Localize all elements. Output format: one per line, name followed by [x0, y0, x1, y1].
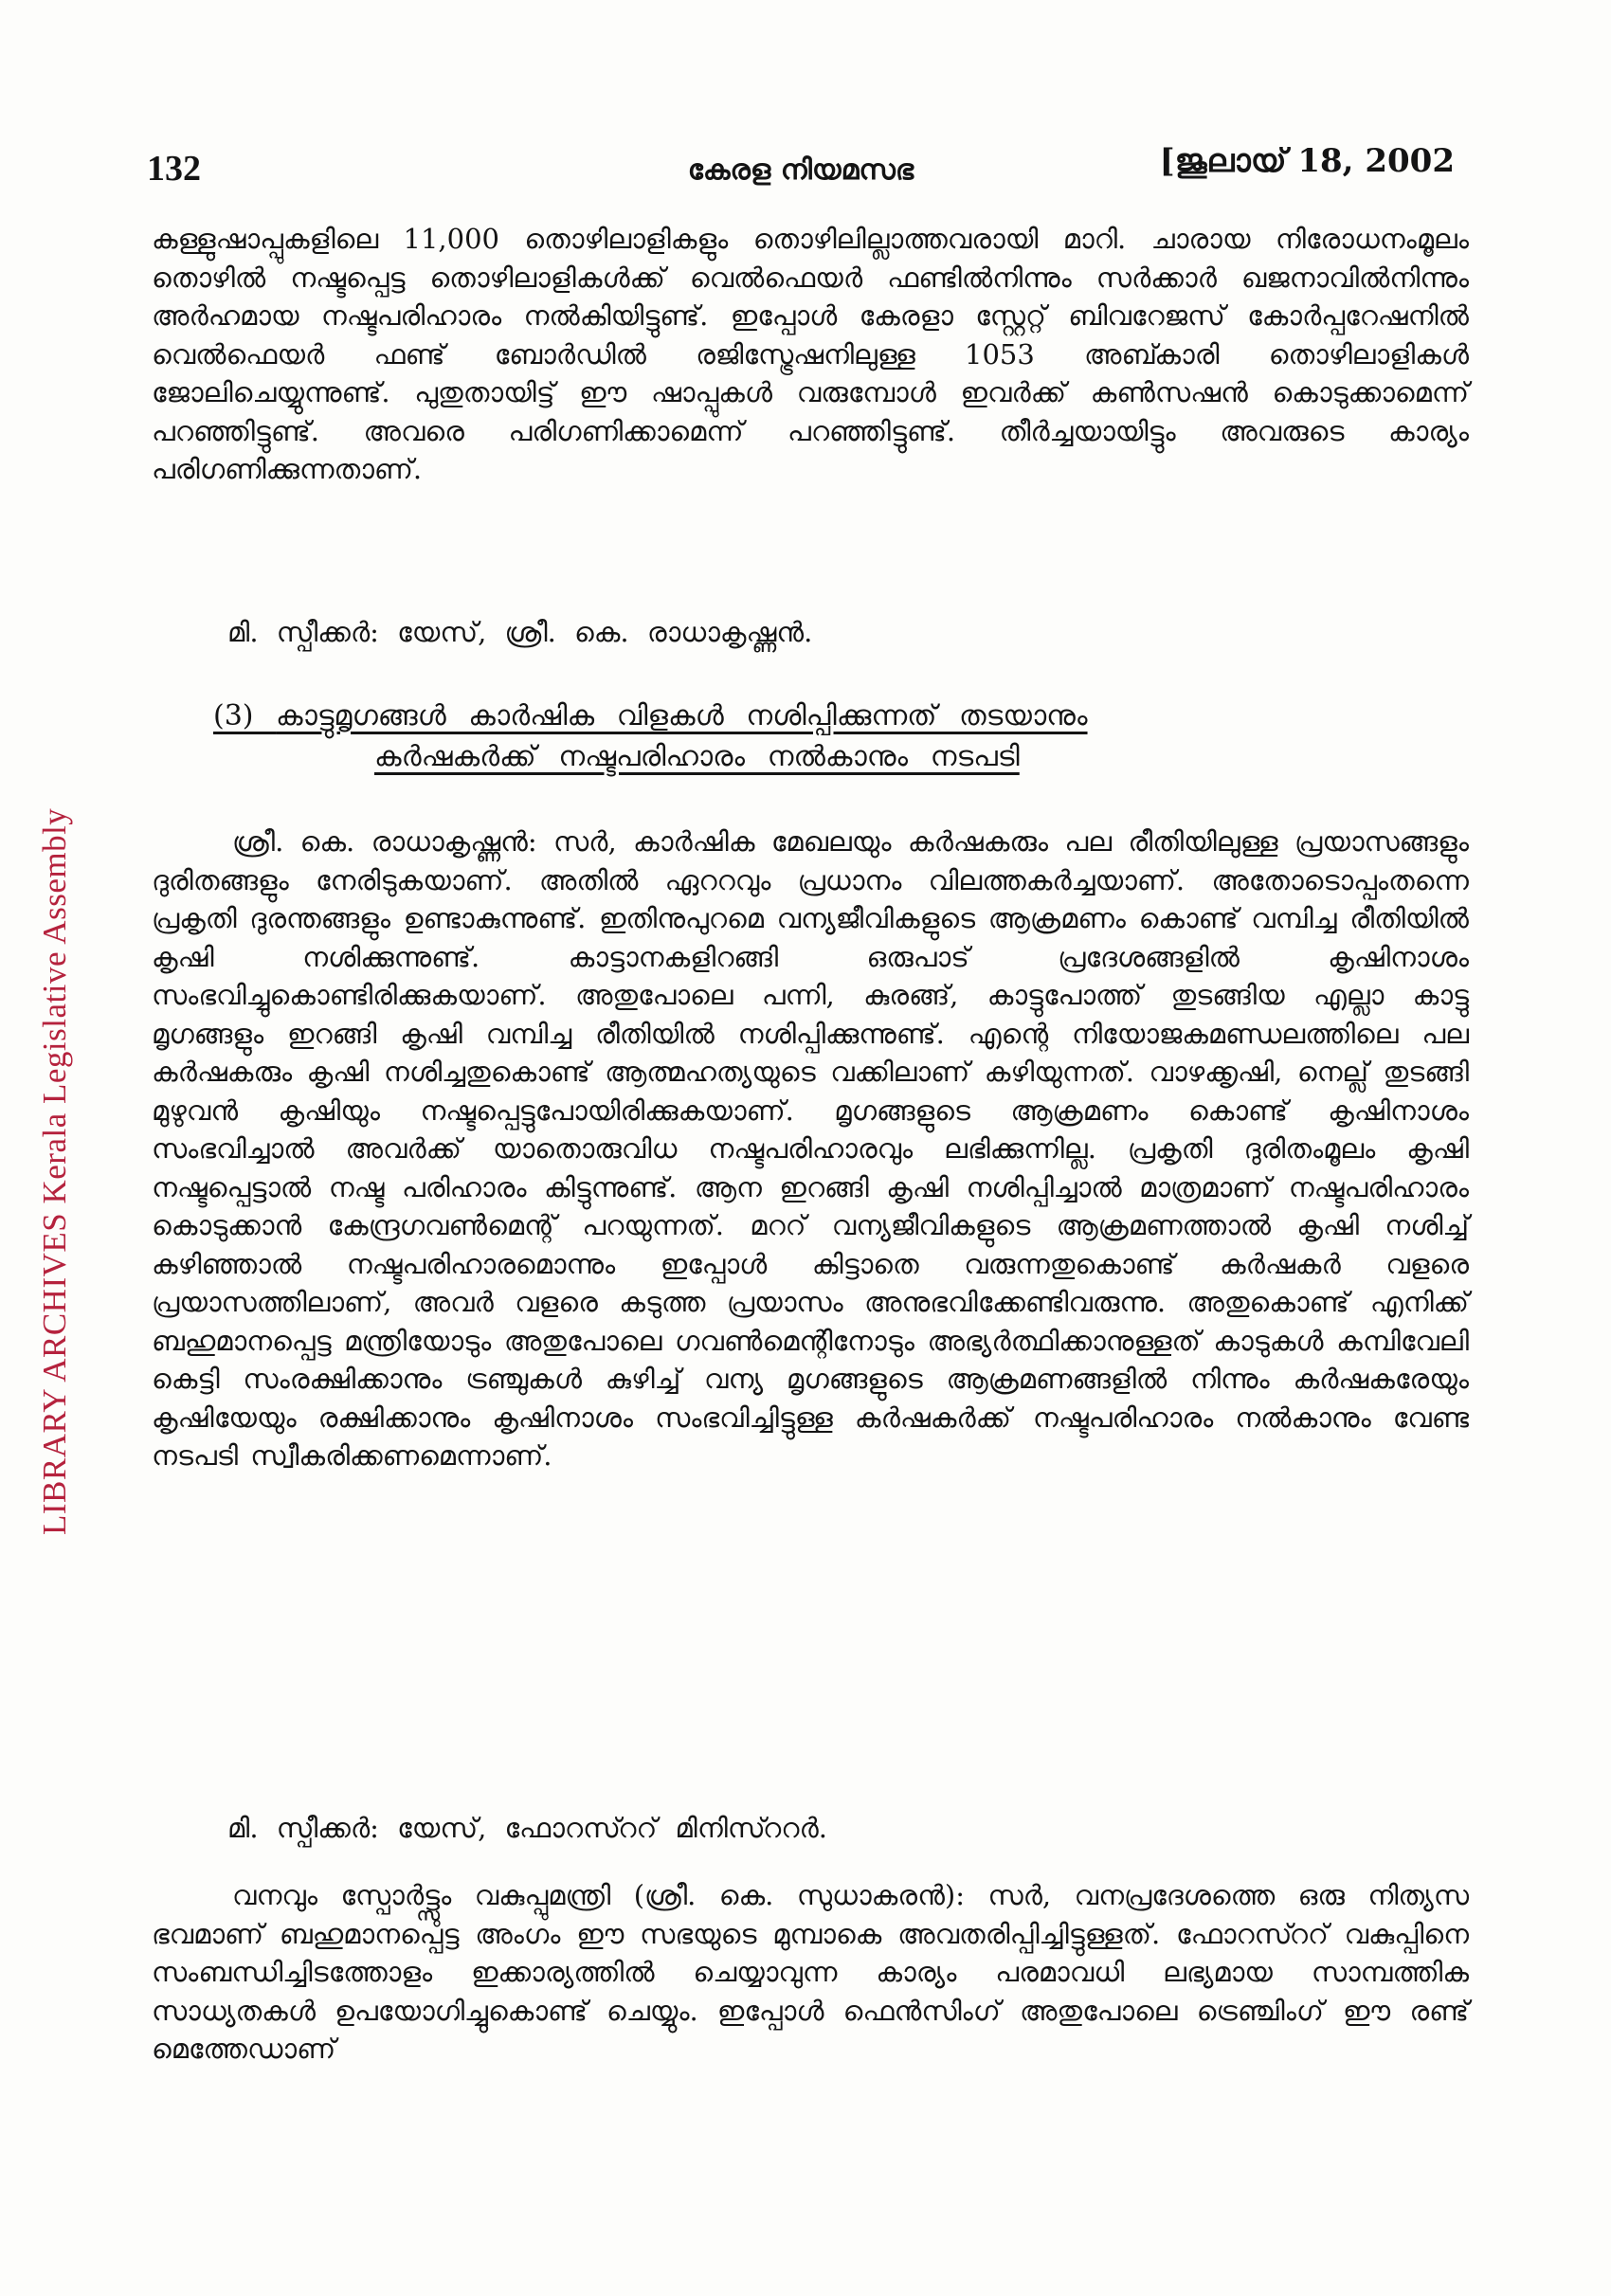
- question-title-1: കാട്ടുമൃഗങ്ങൾ കാർഷിക വിളകൾ നശിപ്പിക്കുന്നത് തടയാനും: [276, 699, 1088, 732]
- question-heading-line-2: കർഷകർക്ക് നഷ്ടപരിഹാരം നൽകാനും നടപടി: [374, 740, 1020, 773]
- intro-paragraph: കള്ളുഷാപ്പുകളിലെ 11,000 തൊഴിലാളികളും തൊഴിലില്ലാത്തവരായി മാറി. ചാരായ നിരോധനംമൂലം തൊഴിൽ നഷ്ടപ്പെട്ട തൊഴിലാളികൾക്ക് വെൽഫെയർ ഫണ്ടിൽനിന്നും സർക്കാർ ഖജനാവിൽനിന്നും അർഹമായ നഷ്ടപരിഹാരം നൽകിയിട്ടുണ്ട്. ഇപ്പോൾ കേരളാ സ്റ്റേറ്റ് ബിവറേജസ് കോർപ്പറേഷനിൽ വെൽഫെയർ ഫണ്ട് ബോർഡിൽ രജിസ്ട്രേഷനിലുള്ള 1053 അബ്കാരി തൊഴിലാളികൾ ജോലിചെയ്യുന്നുണ്ട്. പുതുതായിട്ട് ഈ ഷാപ്പുകൾ വരുമ്പോൾ ഇവർക്ക് കൺസഷൻ കൊടുക്കാമെന്ന് പറഞ്ഞിട്ടുണ്ട്. അവരെ പരിഗണിക്കാമെന്ന് പറഞ്ഞിട്ടുണ്ട്. തീർച്ചയായിട്ടും അവരുടെ കാര്യം പരിഗണിക്കുന്നതാണ്.: [152, 223, 1469, 485]
- archive-watermark: LIBRARY ARCHIVES Kerala Legislative Assembly: [36, 807, 73, 1535]
- page-date: [ജൂലായ് 18, 2002: [1159, 142, 1455, 180]
- page-number: 132: [147, 149, 201, 189]
- question-heading-line-1: [213, 699, 1407, 732]
- question-number: (3): [213, 699, 254, 732]
- radhakrishnan-text: സർ, കാർഷിക മേഖലയും കർഷകരും പല രീതിയിലുള്ള പ്രയാസങ്ങളും ദുരിതങ്ങളും നേരിടുകയാണ്. അതിൽ ഏററവും പ്രധാനം വിലത്തകർച്ചയാണ്. അതോടൊപ്പംതന്നെ പ്രകൃതി ദുരന്തങ്ങളും ഉണ്ടാകുന്നുണ്ട്. ഇതിനുപുറമെ വന്യജീവികളുടെ ആക്രമണം കൊണ്ട് വമ്പിച്ച രീതിയിൽ കൃഷി നശിക്കുന്നുണ്ട്. കാട്ടാനകളിറങ്ങി ഒരുപാട് പ്രദേശങ്ങളിൽ കൃഷിനാശം സംഭവിച്ചുകൊണ്ടിരിക്കുകയാണ്. അതുപോലെ പന്നി, കുരങ്ങ്, കാട്ടുപോത്ത് തുടങ്ങിയ എല്ലാ കാട്ടു മൃഗങ്ങളും ഇറങ്ങി കൃഷി വമ്പിച്ച രീതിയിൽ നശിപ്പിക്കുന്നുണ്ട്. എന്റെ നിയോജകമണ്ഡലത്തിലെ പല കർഷകരും കൃഷി നശിച്ചതുകൊണ്ട് ആത്മഹത്യയുടെ വക്കിലാണ് കഴിയുന്നത്. വാഴക്കൃഷി, നെല്ല് തുടങ്ങി മുഴുവൻ കൃഷിയും നഷ്ടപ്പെട്ടുപോയിരിക്കുകയാണ്. മൃഗങ്ങളുടെ ആക്രമണം കൊണ്ട് കൃഷിനാശം സംഭവിച്ചാൽ അവർക്ക് യാതൊരുവിധ നഷ്ടപരിഹാരവും ലഭിക്കുന്നില്ല. പ്രകൃതി ദുരിതംമൂലം കൃഷി നഷ്ടപ്പെട്ടാൽ നഷ്ട പരിഹാരം കിട്ടുന്നുണ്ട്. ആന ഇറങ്ങി കൃഷി നശിപ്പിച്ചാൽ മാത്രമാണ് നഷ്ടപരിഹാരം കൊടുക്കാൻ കേന്ദ്രഗവൺമെന്റ് പറയുന്നത്. മററ് വന്യജീവികളുടെ ആക്രമണത്താൽ കൃഷി നശിച്ച് കഴിഞ്ഞാൽ നഷ്ടപരിഹാരമൊന്നും ഇപ്പോൾ കിട്ടാതെ വരുന്നതുകൊണ്ട് കർഷകർ വളരെ പ്രയാസത്തിലാണ്, അവർ വളരെ കടുത്ത പ്രയാസം അനുഭവിക്കേണ്ടിവരുന്നു. അതുകൊണ്ട് എനിക്ക് ബഹുമാനപ്പെട്ട മന്ത്രിയോടും അതുപോലെ ഗവൺമെന്റിനോടും അഭ്യർത്ഥിക്കാനുള്ളത് കാടുകൾ കമ്പിവേലി കെട്ടി സംരക്ഷിക്കാനും ട്രഞ്ചുകൾ കുഴിച്ച് വന്യ മൃഗങ്ങളുടെ ആക്രമണങ്ങളിൽ നിന്നും കർഷകരേയും കൃഷിയേയും രക്ഷിക്കാനും കൃഷിനാശം സംഭവിച്ചിട്ടുള്ള കർഷകർക്ക് നഷ്ടപരിഹാരം നൽകാനും വേണ്ട നടപടി സ്വീകരിക്കണമെന്നാണ്.: [152, 825, 1469, 1472]
- speaker-line-1: മി. സ്പീക്കർ: യേസ്, ശ്രീ. കെ. രാധാകൃഷ്ണൻ.: [227, 616, 813, 648]
- minister-paragraph: വനവും സ്പോർട്ട്സും വകുപ്പുമന്ത്രി (ശ്രീ. കെ. സുധാകരൻ): സർ, വനപ്രദേശത്തെ ഒരു നിത്യസ ഭവമാണ് ബഹുമാനപ്പെട്ട അംഗം ഈ സഭയുടെ മുമ്പാകെ അവതരിപ്പിച്ചിട്ടുള്ളത്. ഫോറസ്ററ് വകുപ്പിനെ സംബന്ധിച്ചിടത്തോളം ഇക്കാര്യത്തിൽ ചെയ്യാവുന്ന കാര്യം പരമാവധി ലഭ്യമായ സാമ്പത്തിക സാധ്യതകൾ ഉപയോഗിച്ചുകൊണ്ട് ചെയ്യും. ഇപ്പോൾ ഫെൻസിംഗ് അതുപോലെ ട്രെഞ്ചിംഗ് ഈ രണ്ട് മെത്തേഡാണ്: [152, 1879, 1469, 2065]
- radhakrishnan-speaker: ശ്രീ. കെ. രാധാകൃഷ്ണൻ:: [232, 825, 537, 858]
- page-header: [147, 140, 1455, 197]
- page-title: കേരള നിയമസഭ: [687, 154, 914, 187]
- radhakrishnan-paragraph: [152, 823, 1469, 1475]
- question-heading: [213, 699, 1407, 773]
- speaker-line-2: മി. സ്പീക്കർ: യേസ്, ഫോറസ്ററ് മിനിസ്ററർ.: [227, 1812, 827, 1844]
